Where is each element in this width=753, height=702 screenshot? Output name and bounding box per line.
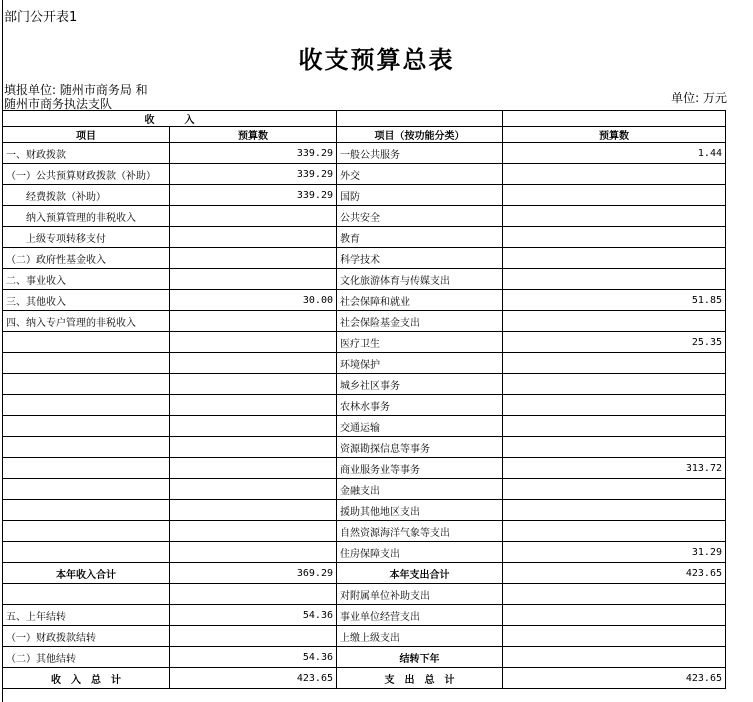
- expense-value-cell: [503, 647, 726, 668]
- table-row: [3, 668, 726, 689]
- expense-value-cell: [503, 164, 726, 185]
- income-value-cell: [170, 227, 337, 248]
- table-row: [3, 479, 726, 500]
- income-item-cell: 本年收入合计: [3, 563, 170, 584]
- expense-value-cell: 51.85: [503, 290, 726, 311]
- table-row: [3, 290, 726, 311]
- income-item-cell: [3, 395, 170, 416]
- table-row: [3, 332, 726, 353]
- income-item-cell: 收 入 总 计: [3, 668, 170, 689]
- income-item-cell: [3, 458, 170, 479]
- reporting-unit: [4, 83, 148, 111]
- income-value-cell: [170, 437, 337, 458]
- expense-item-cell: 一般公共服务: [337, 143, 503, 164]
- income-item-cell: 经费拨款（补助）: [3, 185, 170, 206]
- table-row: [3, 143, 726, 164]
- unit-label: 单位: 万元: [671, 91, 727, 105]
- table-row: [3, 185, 726, 206]
- expense-value-cell: [503, 584, 726, 605]
- table-row: [3, 311, 726, 332]
- expense-value-cell: [503, 395, 726, 416]
- table-row: [3, 563, 726, 584]
- income-item-cell: [3, 479, 170, 500]
- income-value-cell: [170, 206, 337, 227]
- income-item-cell: 三、其他收入: [3, 290, 170, 311]
- income-item-cell: （一）公共预算财政拨款（补助）: [3, 164, 170, 185]
- income-value-cell: [170, 353, 337, 374]
- reporting-unit-line2: 随州市商务执法支队: [4, 97, 113, 111]
- budget-table: [2, 110, 726, 689]
- income-value-cell: 54.36: [170, 647, 337, 668]
- expense-value-cell: [503, 437, 726, 458]
- income-item-cell: [3, 500, 170, 521]
- income-item-cell: （二）其他结转: [3, 647, 170, 668]
- income-value-cell: [170, 479, 337, 500]
- income-item-cell: 二、事业收入: [3, 269, 170, 290]
- table-row: [3, 269, 726, 290]
- income-value-cell: [170, 311, 337, 332]
- table-row: [3, 206, 726, 227]
- expense-value-cell: [503, 311, 726, 332]
- income-value-cell: 339.29: [170, 143, 337, 164]
- income-value-cell: [170, 248, 337, 269]
- income-item-cell: （一）财政拨款结转: [3, 626, 170, 647]
- table-row: [3, 521, 726, 542]
- col-header-budget: 预算数: [170, 127, 337, 143]
- expense-item-cell: 国防: [337, 185, 503, 206]
- expense-value-cell: [503, 521, 726, 542]
- expense-item-cell: 援助其他地区支出: [337, 500, 503, 521]
- expense-value-cell: [503, 605, 726, 626]
- expense-item-cell: 文化旅游体育与传媒支出: [337, 269, 503, 290]
- expense-value-cell: [503, 248, 726, 269]
- expense-value-cell: [503, 269, 726, 290]
- expense-item-cell: 商业服务业等事务: [337, 458, 503, 479]
- page-title: 收支预算总表: [298, 46, 455, 74]
- expense-value-cell: 1.44: [503, 143, 726, 164]
- expense-item-cell: 城乡社区事务: [337, 374, 503, 395]
- table-row: [3, 437, 726, 458]
- income-item-cell: 一、财政拨款: [3, 143, 170, 164]
- income-item-cell: [3, 584, 170, 605]
- reporting-unit-line1: 填报单位: 随州市商务局 和: [4, 83, 148, 97]
- header-row-1: [3, 111, 726, 127]
- income-item-cell: [3, 542, 170, 563]
- expense-value-cell: [503, 227, 726, 248]
- income-value-cell: [170, 332, 337, 353]
- table-row: [3, 584, 726, 605]
- income-value-cell: [170, 269, 337, 290]
- income-value-cell: 423.65: [170, 668, 337, 689]
- income-item-cell: [3, 332, 170, 353]
- income-value-cell: [170, 626, 337, 647]
- expense-item-cell: 对附属单位补助支出: [337, 584, 503, 605]
- expense-item-cell: 外交: [337, 164, 503, 185]
- expense-item-cell: 医疗卫生: [337, 332, 503, 353]
- expense-item-cell: 事业单位经营支出: [337, 605, 503, 626]
- table-label: 部门公开表1: [4, 10, 78, 25]
- income-value-cell: [170, 500, 337, 521]
- expense-item-cell: 社会保险基金支出: [337, 311, 503, 332]
- table-row: [3, 500, 726, 521]
- income-header: 收 入: [3, 111, 337, 127]
- expense-item-cell: 自然资源海洋气象等支出: [337, 521, 503, 542]
- income-value-cell: 30.00: [170, 290, 337, 311]
- expense-value-cell: 313.72: [503, 458, 726, 479]
- income-value-cell: [170, 416, 337, 437]
- expense-item-cell: 公共安全: [337, 206, 503, 227]
- col-header-budget-2: 预算数: [503, 127, 726, 143]
- income-item-cell: （二）政府性基金收入: [3, 248, 170, 269]
- expense-value-cell: 423.65: [503, 668, 726, 689]
- income-item-cell: 纳入预算管理的非税收入: [3, 206, 170, 227]
- table-row: [3, 458, 726, 479]
- table-row: [3, 374, 726, 395]
- table-row: [3, 353, 726, 374]
- income-item-cell: [3, 437, 170, 458]
- expense-item-cell: 结转下年: [337, 647, 503, 668]
- header-row-2: [3, 127, 726, 143]
- expense-item-cell: 本年支出合计: [337, 563, 503, 584]
- income-value-cell: 339.29: [170, 164, 337, 185]
- income-item-cell: [3, 521, 170, 542]
- income-item-cell: [3, 374, 170, 395]
- table-row: [3, 605, 726, 626]
- expense-value-cell: 423.65: [503, 563, 726, 584]
- table-row: [3, 395, 726, 416]
- table-row: [3, 626, 726, 647]
- table-row: [3, 416, 726, 437]
- expense-value-cell: [503, 374, 726, 395]
- expense-value-cell: [503, 416, 726, 437]
- income-value-cell: [170, 584, 337, 605]
- income-item-cell: 五、上年结转: [3, 605, 170, 626]
- expense-value-cell: [503, 353, 726, 374]
- income-item-cell: [3, 353, 170, 374]
- expense-value-cell: [503, 500, 726, 521]
- header-blank-1: [337, 111, 503, 127]
- expense-item-cell: 上缴上级支出: [337, 626, 503, 647]
- table-row: [3, 227, 726, 248]
- expense-value-cell: [503, 206, 726, 227]
- income-value-cell: 54.36: [170, 605, 337, 626]
- expense-value-cell: [503, 626, 726, 647]
- table-row: [3, 248, 726, 269]
- expense-item-cell: 资源勘探信息等事务: [337, 437, 503, 458]
- table-row: [3, 164, 726, 185]
- header-blank-2: [503, 111, 726, 127]
- income-value-cell: 339.29: [170, 185, 337, 206]
- expense-item-cell: 科学技术: [337, 248, 503, 269]
- income-item-cell: 上级专项转移支付: [3, 227, 170, 248]
- table-row: [3, 542, 726, 563]
- income-value-cell: [170, 521, 337, 542]
- expense-item-cell: 金融支出: [337, 479, 503, 500]
- expense-item-cell: 环境保护: [337, 353, 503, 374]
- expense-item-cell: 社会保障和就业: [337, 290, 503, 311]
- income-value-cell: [170, 374, 337, 395]
- expense-value-cell: 25.35: [503, 332, 726, 353]
- income-value-cell: [170, 458, 337, 479]
- expense-item-cell: 农林水事务: [337, 395, 503, 416]
- expense-value-cell: 31.29: [503, 542, 726, 563]
- expense-value-cell: [503, 479, 726, 500]
- col-header-item-func: 项目（按功能分类）: [337, 127, 503, 143]
- expense-item-cell: 交通运输: [337, 416, 503, 437]
- expense-item-cell: 住房保障支出: [337, 542, 503, 563]
- expense-item-cell: 教育: [337, 227, 503, 248]
- income-item-cell: [3, 416, 170, 437]
- income-value-cell: [170, 395, 337, 416]
- expense-item-cell: 支 出 总 计: [337, 668, 503, 689]
- col-header-item: 项目: [3, 127, 170, 143]
- expense-value-cell: [503, 185, 726, 206]
- income-value-cell: 369.29: [170, 563, 337, 584]
- table-row: [3, 647, 726, 668]
- income-item-cell: 四、纳入专户管理的非税收入: [3, 311, 170, 332]
- income-value-cell: [170, 542, 337, 563]
